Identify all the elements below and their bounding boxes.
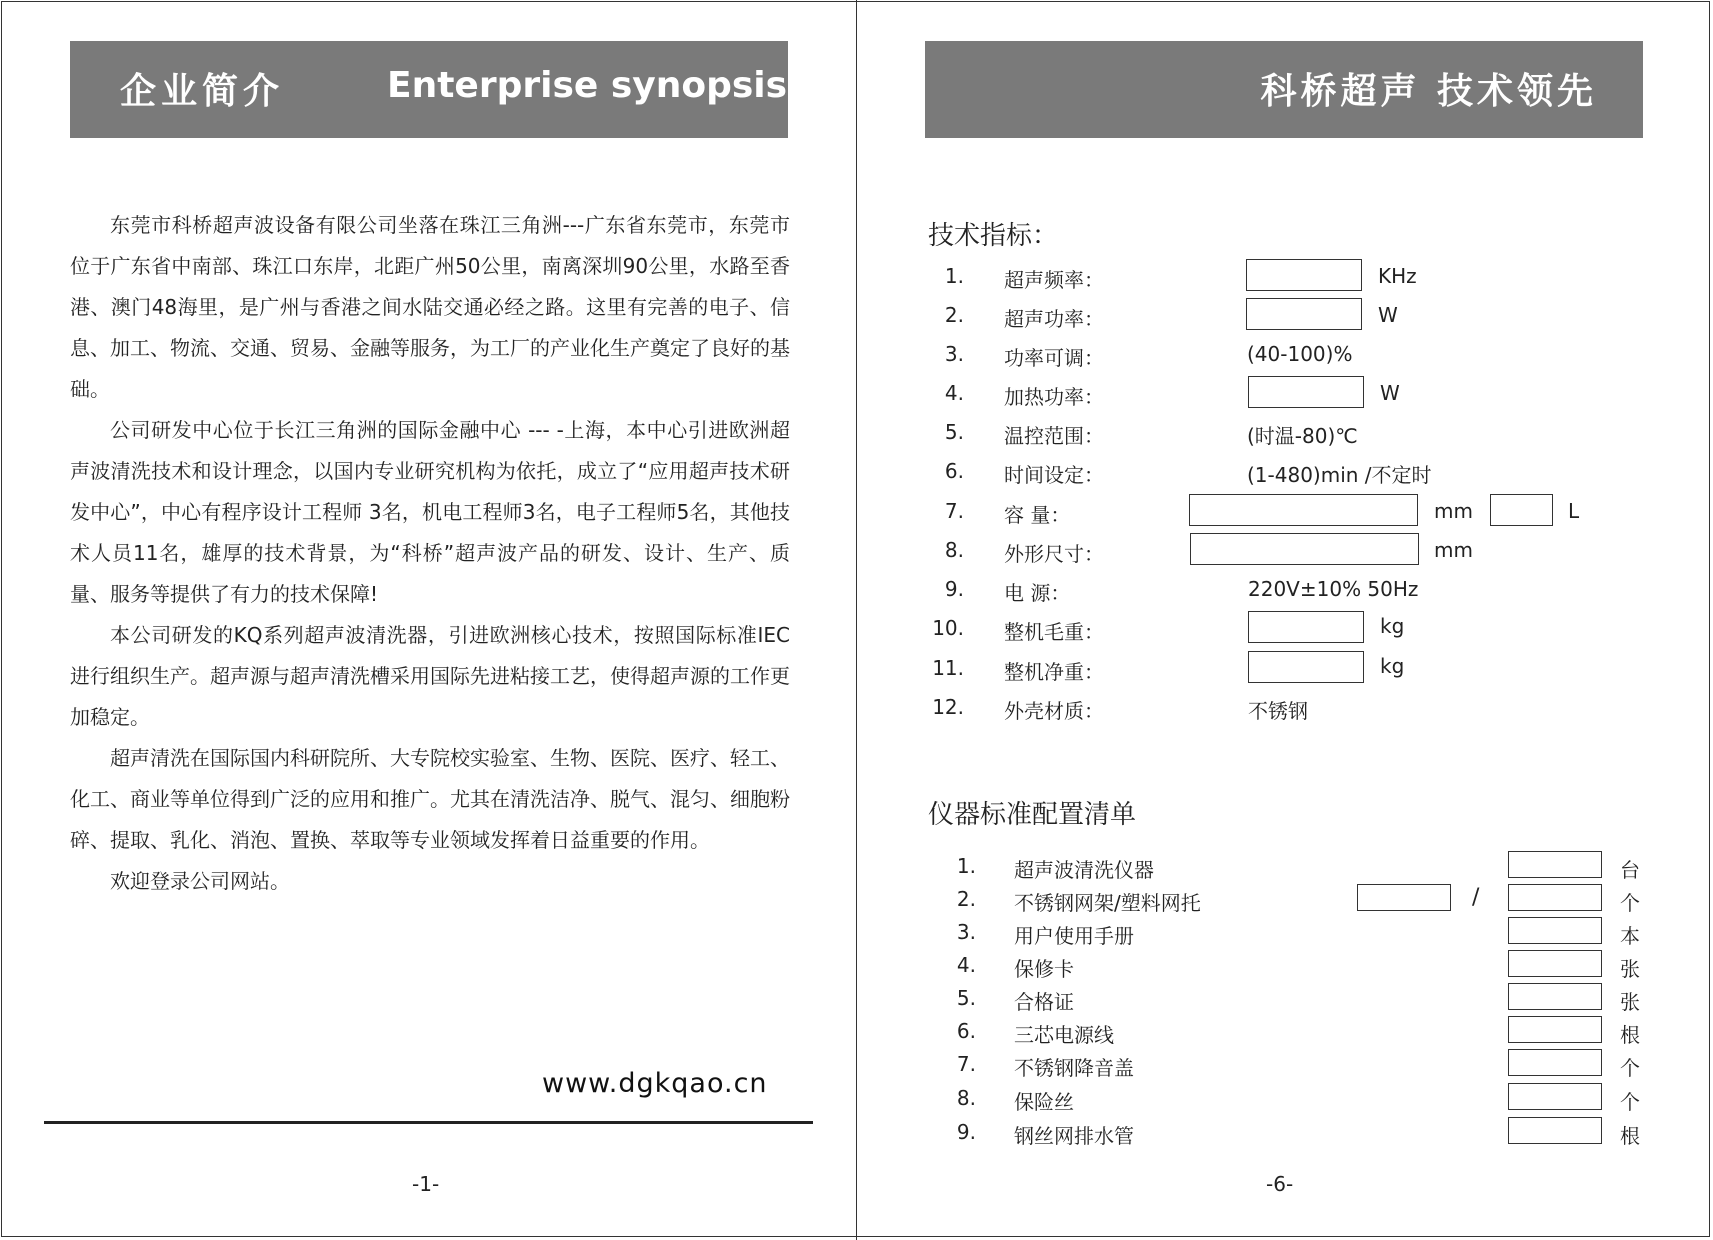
- company-intro: [70, 205, 790, 902]
- spec-label: 外壳材质：: [1004, 699, 1104, 723]
- config-row: [940, 950, 1640, 982]
- spec-value: 不锈钢: [1248, 699, 1308, 723]
- spec-row: [940, 337, 1640, 371]
- config-number: 9.: [956, 1120, 976, 1144]
- config-unit: 个: [1620, 1090, 1640, 1114]
- spec-value: (1-480)min /不定时: [1247, 463, 1432, 487]
- config-number: 1.: [956, 854, 976, 878]
- spec-unit-secondary: L: [1568, 499, 1580, 523]
- config-row: [940, 1016, 1640, 1048]
- spec-value: (时温-80)℃: [1247, 424, 1358, 448]
- config-label: 钢丝网排水管: [1014, 1124, 1134, 1148]
- config-number: 7.: [956, 1052, 976, 1076]
- spec-number: 10.: [932, 616, 964, 640]
- spec-row: [932, 651, 1640, 685]
- spec-number: 8.: [944, 538, 964, 562]
- website-link[interactable]: www.dgkqao.cn: [542, 1068, 768, 1099]
- spec-number: 7.: [944, 499, 964, 523]
- spec-unit: kg: [1380, 654, 1405, 678]
- spec-label: 容 量：: [1004, 503, 1071, 527]
- spec-number: 12.: [932, 695, 964, 719]
- config-number: 4.: [956, 953, 976, 977]
- config-number: 6.: [956, 1019, 976, 1043]
- spec-row: [940, 415, 1640, 449]
- quantity-box[interactable]: [1508, 1117, 1602, 1144]
- config-row: [940, 884, 1640, 916]
- page-number-right: -6-: [1266, 1172, 1294, 1196]
- banner-slogan: 科桥超声 技术领先: [1260, 71, 1597, 112]
- spec-number: 2.: [944, 303, 964, 327]
- quantity-box[interactable]: [1508, 884, 1602, 911]
- spec-label: 整机净重：: [1004, 660, 1104, 684]
- spec-number: 9.: [944, 577, 964, 601]
- spec-row: [940, 533, 1640, 567]
- spec-label: 整机毛重：: [1004, 620, 1104, 644]
- config-label: 不锈钢降音盖: [1014, 1056, 1134, 1080]
- spec-input-box[interactable]: [1248, 651, 1364, 683]
- spec-row: [940, 454, 1640, 488]
- quantity-box[interactable]: [1508, 917, 1602, 944]
- config-row: [940, 1049, 1640, 1081]
- spec-row: [940, 494, 1640, 528]
- spec-input-box[interactable]: [1248, 611, 1364, 643]
- spec-number: 4.: [944, 381, 964, 405]
- quantity-box-secondary[interactable]: [1357, 884, 1451, 911]
- config-number: 5.: [956, 986, 976, 1010]
- banner-title-en: Enterprise synopsis: [387, 65, 788, 106]
- page-number-left: -1-: [412, 1172, 440, 1196]
- intro-paragraph: 超声清洗在国际国内科研院所、大专院校实验室、生物、医院、医疗、轻工、化工、商业等单位得到广泛的应用和推广。尤其在清洗洁净、脱气、混匀、细胞粉碎、提取、乳化、消泡、置换、萃取等专业领域发挥着日益重要的作用。: [70, 746, 790, 852]
- spec-label: 温控范围：: [1004, 424, 1104, 448]
- spec-unit: W: [1380, 381, 1400, 405]
- config-label: 保险丝: [1014, 1090, 1074, 1114]
- config-label: 不锈钢网架/塑料网托: [1014, 891, 1201, 915]
- config-row: [940, 851, 1640, 883]
- config-number: 2.: [956, 887, 976, 911]
- config-unit: 个: [1620, 891, 1640, 915]
- config-label: 超声波清洗仪器: [1014, 858, 1154, 882]
- config-row: [940, 1083, 1640, 1115]
- spec-label: 超声频率：: [1004, 268, 1104, 292]
- footer-rule: [44, 1121, 813, 1124]
- spec-unit: mm: [1434, 538, 1473, 562]
- spec-unit: KHz: [1378, 264, 1417, 288]
- config-row: [940, 1117, 1640, 1149]
- spec-number: 1.: [944, 264, 964, 288]
- spec-row: [932, 611, 1640, 645]
- spec-row: [940, 376, 1640, 410]
- spec-input-box[interactable]: [1190, 533, 1419, 565]
- config-number: 3.: [956, 920, 976, 944]
- intro-paragraph: 本公司研发的KQ系列超声波清洗器，引进欧洲核心技术，按照国际标准IEC进行组织生产。超声源与超声清洗槽采用国际先进粘接工艺，使得超声源的工作更加稳定。: [70, 623, 790, 729]
- spec-unit: kg: [1380, 614, 1405, 638]
- spec-label: 加热功率：: [1004, 385, 1104, 409]
- config-label: 三芯电源线: [1014, 1023, 1114, 1047]
- slash-separator: /: [1472, 885, 1480, 910]
- specs-title: 技术指标：: [928, 221, 1059, 251]
- spec-row: [932, 690, 1640, 724]
- quantity-box[interactable]: [1508, 1049, 1602, 1076]
- config-unit: 本: [1620, 924, 1640, 948]
- quantity-box[interactable]: [1508, 950, 1602, 977]
- config-label: 保修卡: [1014, 957, 1074, 981]
- config-unit: 根: [1620, 1023, 1640, 1047]
- quantity-box[interactable]: [1508, 983, 1602, 1010]
- spec-unit: mm: [1434, 499, 1473, 523]
- config-unit: 张: [1620, 990, 1640, 1014]
- quantity-box[interactable]: [1508, 1016, 1602, 1043]
- spec-value: 220V±10% 50Hz: [1248, 577, 1419, 601]
- config-unit: 根: [1620, 1124, 1640, 1148]
- spec-unit: W: [1378, 303, 1398, 327]
- right-banner: [925, 41, 1643, 138]
- config-unit: 张: [1620, 957, 1640, 981]
- config-label: 合格证: [1014, 990, 1074, 1014]
- spec-value: (40-100)%: [1247, 342, 1353, 366]
- spec-row: [940, 259, 1640, 293]
- config-unit: 台: [1620, 858, 1640, 882]
- spec-label: 时间设定：: [1004, 463, 1104, 487]
- config-unit: 个: [1620, 1056, 1640, 1080]
- spec-input-box[interactable]: [1248, 376, 1364, 408]
- quantity-box[interactable]: [1508, 1083, 1602, 1110]
- config-number: 8.: [956, 1086, 976, 1110]
- spec-label: 外形尺寸：: [1004, 542, 1104, 566]
- spec-label: 电 源：: [1004, 581, 1071, 605]
- banner-title-zh: 企业简介: [120, 71, 285, 112]
- spec-input-box[interactable]: [1246, 298, 1362, 330]
- spec-number: 5.: [944, 420, 964, 444]
- page-divider: [856, 0, 857, 1240]
- config-row: [940, 983, 1640, 1015]
- spec-label: 超声功率：: [1004, 307, 1104, 331]
- intro-paragraph: 欢迎登录公司网站。: [110, 869, 290, 893]
- left-banner: [70, 41, 788, 138]
- config-title: 仪器标准配置清单: [928, 800, 1137, 830]
- spec-number: 3.: [944, 342, 964, 366]
- spec-input-box[interactable]: [1246, 259, 1362, 291]
- spec-number: 6.: [944, 459, 964, 483]
- spec-input-box[interactable]: [1490, 494, 1553, 526]
- spec-row: [940, 572, 1640, 606]
- intro-paragraph: 东莞市科桥超声波设备有限公司坐落在珠江三角洲---广东省东莞市，东莞市位于广东省中南部、珠江口东岸，北距广州50公里，南离深圳90公里，水路至香港、澳门48海里，是广州与香港之间水陆交通必经之路。这里有完善的电子、信息、加工、物流、交通、贸易、金融等服务，为工厂的产业化生产奠定了良好的基础。: [70, 213, 790, 401]
- spec-label: 功率可调：: [1004, 346, 1104, 370]
- spec-input-box[interactable]: [1189, 494, 1418, 526]
- spec-number: 11.: [932, 656, 964, 680]
- config-label: 用户使用手册: [1014, 924, 1134, 948]
- quantity-box[interactable]: [1508, 851, 1602, 878]
- config-row: [940, 917, 1640, 949]
- spec-row: [940, 298, 1640, 332]
- intro-paragraph: 公司研发中心位于长江三角洲的国际金融中心 --- -上海，本中心引进欧洲超声波清洗技术和设计理念，以国内专业研究机构为依托，成立了“应用超声技术研发中心”，中心有程序设计工程师 3名，机电工程师3名，电子工程师5名，其他技术人员11名，雄厚的技术背景，为“科桥”超声波产品的研发、设计、生产、质量、服务等提供了有力的技术保障!: [70, 418, 790, 606]
